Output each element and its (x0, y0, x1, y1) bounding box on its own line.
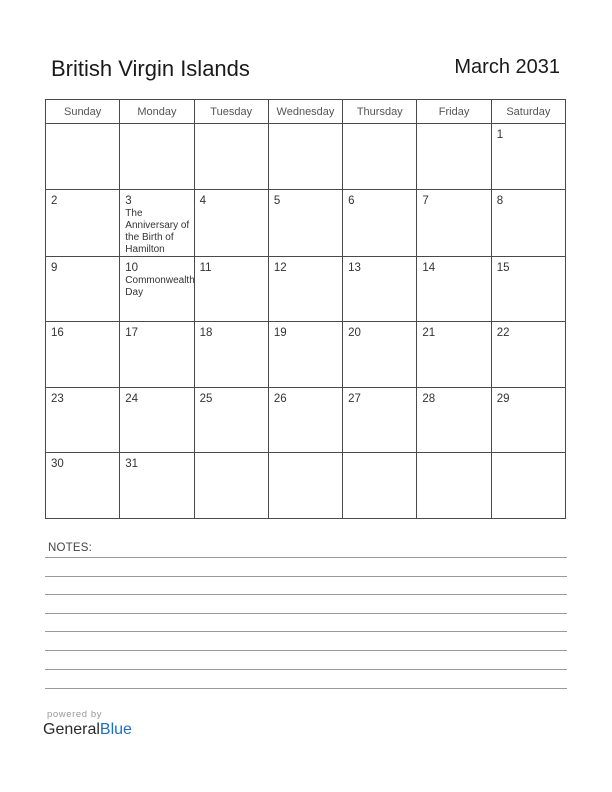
powered-by-text: powered by (47, 709, 103, 720)
holiday-label: Commonwealth Day (125, 274, 195, 298)
calendar-month-title: March 2031 (454, 56, 560, 78)
notes-line (45, 669, 567, 670)
day-cell (46, 189, 120, 256)
day-number: 2 (51, 194, 58, 207)
notes-line (45, 594, 567, 595)
day-number: 4 (199, 194, 206, 207)
notes-line (45, 631, 567, 632)
weekday-header: Wednesday (268, 100, 342, 124)
logo-general-text: General (43, 721, 100, 738)
month-calendar-grid (45, 99, 566, 519)
week-row (46, 322, 566, 388)
day-cell (194, 387, 268, 453)
day-cell (194, 256, 268, 322)
day-number: 23 (51, 392, 64, 405)
day-cell (46, 256, 120, 322)
day-number: 21 (422, 327, 436, 340)
day-number: 20 (348, 327, 361, 340)
day-cell (268, 124, 342, 190)
day-cell (491, 189, 565, 256)
day-cell (120, 124, 194, 190)
day-cell (120, 256, 194, 322)
day-cell (491, 387, 565, 453)
day-number: 7 (422, 194, 429, 207)
day-cell (194, 322, 268, 388)
day-cell (343, 453, 417, 519)
day-cell (46, 124, 120, 190)
day-cell (120, 387, 194, 453)
day-cell (268, 256, 342, 322)
generalblue-logo (43, 721, 132, 739)
day-cell (268, 322, 342, 388)
day-number: 18 (199, 327, 213, 340)
weekday-header: Friday (417, 100, 491, 124)
day-number: 15 (496, 261, 510, 274)
day-cell (46, 453, 120, 519)
day-number: 19 (273, 327, 287, 340)
day-cell (491, 322, 565, 388)
holiday-label: The Anniversary of the Birth of Hamilton (125, 207, 190, 255)
week-row (46, 453, 566, 519)
week-row (46, 189, 566, 256)
day-cell (343, 256, 417, 322)
logo-blue-text: Blue (99, 721, 132, 738)
day-number: 13 (348, 261, 361, 274)
day-cell (343, 387, 417, 453)
day-cell (343, 189, 417, 256)
week-row (46, 387, 566, 453)
weekday-header: Sunday (46, 100, 120, 124)
day-cell (417, 322, 491, 388)
day-cell (120, 189, 194, 256)
weekday-header-row (46, 100, 566, 124)
day-number: 1 (496, 129, 504, 141)
day-number: 26 (273, 392, 287, 405)
day-cell (268, 453, 342, 519)
day-cell (268, 189, 342, 256)
day-number: 25 (199, 392, 213, 405)
day-number: 27 (348, 392, 361, 405)
day-number: 6 (348, 194, 355, 207)
day-number: 10 (125, 261, 139, 274)
day-cell (46, 322, 120, 388)
weekday-header: Tuesday (194, 100, 268, 124)
calendar-country-title: British Virgin Islands (51, 56, 250, 81)
weekday-header: Monday (120, 100, 194, 124)
day-cell (120, 453, 194, 519)
day-number: 29 (496, 392, 510, 405)
day-number: 28 (422, 392, 436, 405)
day-cell (343, 322, 417, 388)
day-cell (417, 189, 491, 256)
day-cell (194, 189, 268, 256)
day-number: 24 (125, 392, 139, 405)
day-cell (268, 387, 342, 453)
day-number: 14 (422, 261, 436, 274)
day-number: 31 (125, 458, 139, 471)
day-cell (491, 453, 565, 519)
day-cell (343, 124, 417, 190)
weekday-header: Thursday (343, 100, 417, 124)
notes-label: NOTES: (48, 542, 93, 554)
day-cell (46, 387, 120, 453)
day-cell (417, 124, 491, 190)
day-cell (491, 124, 565, 190)
notes-line (45, 576, 567, 577)
day-number: 11 (199, 261, 212, 274)
day-cell (417, 256, 491, 322)
day-cell (194, 124, 268, 190)
day-cell (491, 256, 565, 322)
week-row (46, 256, 566, 322)
day-cell (417, 453, 491, 519)
day-number: 17 (125, 327, 139, 340)
day-number: 12 (273, 261, 287, 274)
day-number: 3 (125, 194, 132, 207)
day-number: 30 (51, 458, 64, 471)
day-cell (120, 322, 194, 388)
day-cell (417, 387, 491, 453)
notes-line (45, 557, 567, 558)
day-number: 22 (496, 327, 510, 340)
notes-line (45, 650, 567, 651)
notes-line (45, 688, 567, 689)
weekday-header: Saturday (491, 100, 565, 124)
day-number: 16 (51, 327, 64, 340)
day-cell (194, 453, 268, 519)
notes-line (45, 613, 567, 614)
day-number: 9 (51, 261, 58, 274)
day-number: 8 (496, 194, 504, 207)
day-number: 5 (273, 194, 281, 207)
week-row (46, 124, 566, 190)
